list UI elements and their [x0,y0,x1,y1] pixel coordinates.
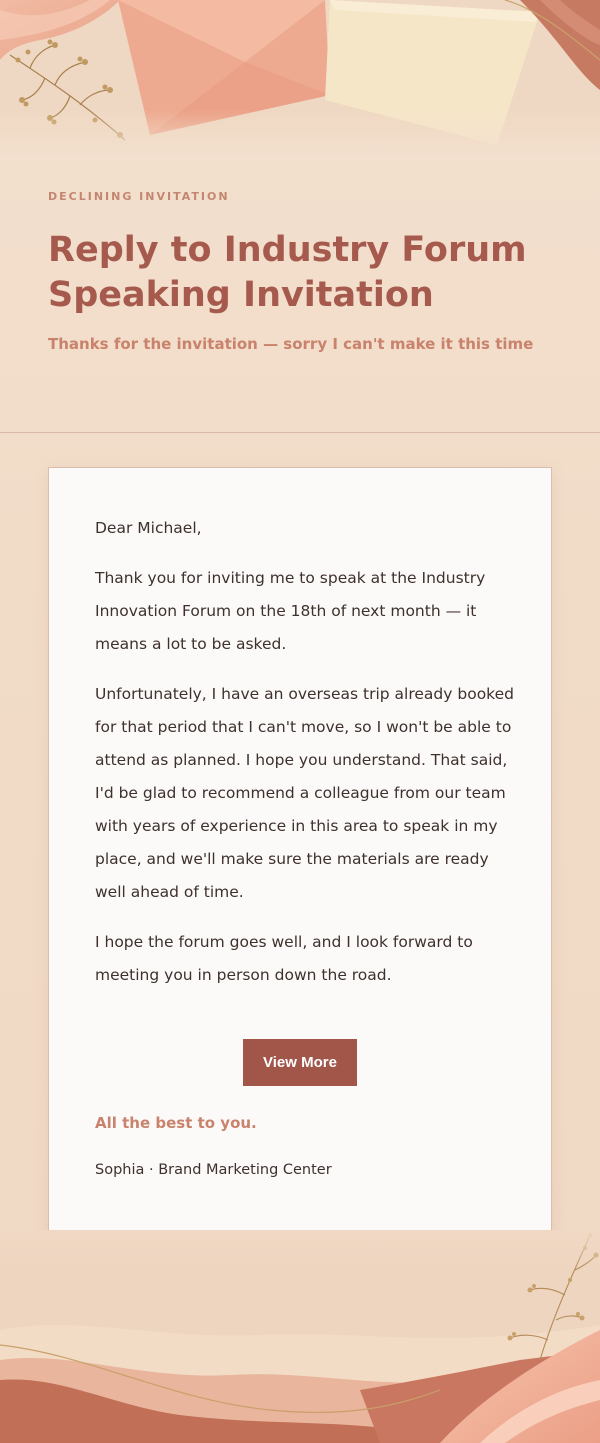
letter-paragraph: I hope the forum goes well, and I look forward to meeting you in person down the road. [95,933,473,984]
header-divider [0,432,600,433]
view-more-button[interactable]: View More [243,1039,357,1086]
letter-card [48,467,552,1249]
letter-greeting: Dear Michael, [95,519,202,537]
page-title: Reply to Industry Forum Speaking Invitation [48,230,527,315]
letter-signature: Sophia · Brand Marketing Center [95,1162,332,1178]
letter-closing: All the best to you. [95,1114,257,1132]
envelope-decoration-image [0,0,600,160]
eyebrow-label: DECLINING INVITATION [48,190,230,203]
letter-body [95,512,515,1009]
letter-paragraph: Unfortunately, I have an overseas trip already booked for that period that I can't move, so I won't be able to attend as planned. I hope you understand. That said, I'd be glad to recommend a colleague from our team with years of experience in this area to speak in my place, and we'll make sure the materials are ready well ahead of time. [95,685,514,901]
page-subtitle: Thanks for the invitation — sorry I can't make it this time [48,335,534,353]
letter-paragraph: Thank you for inviting me to speak at the Industry Innovation Forum on the 18th of next month — it means a lot to be asked. [95,569,486,653]
silk-decoration-image [0,1230,600,1443]
